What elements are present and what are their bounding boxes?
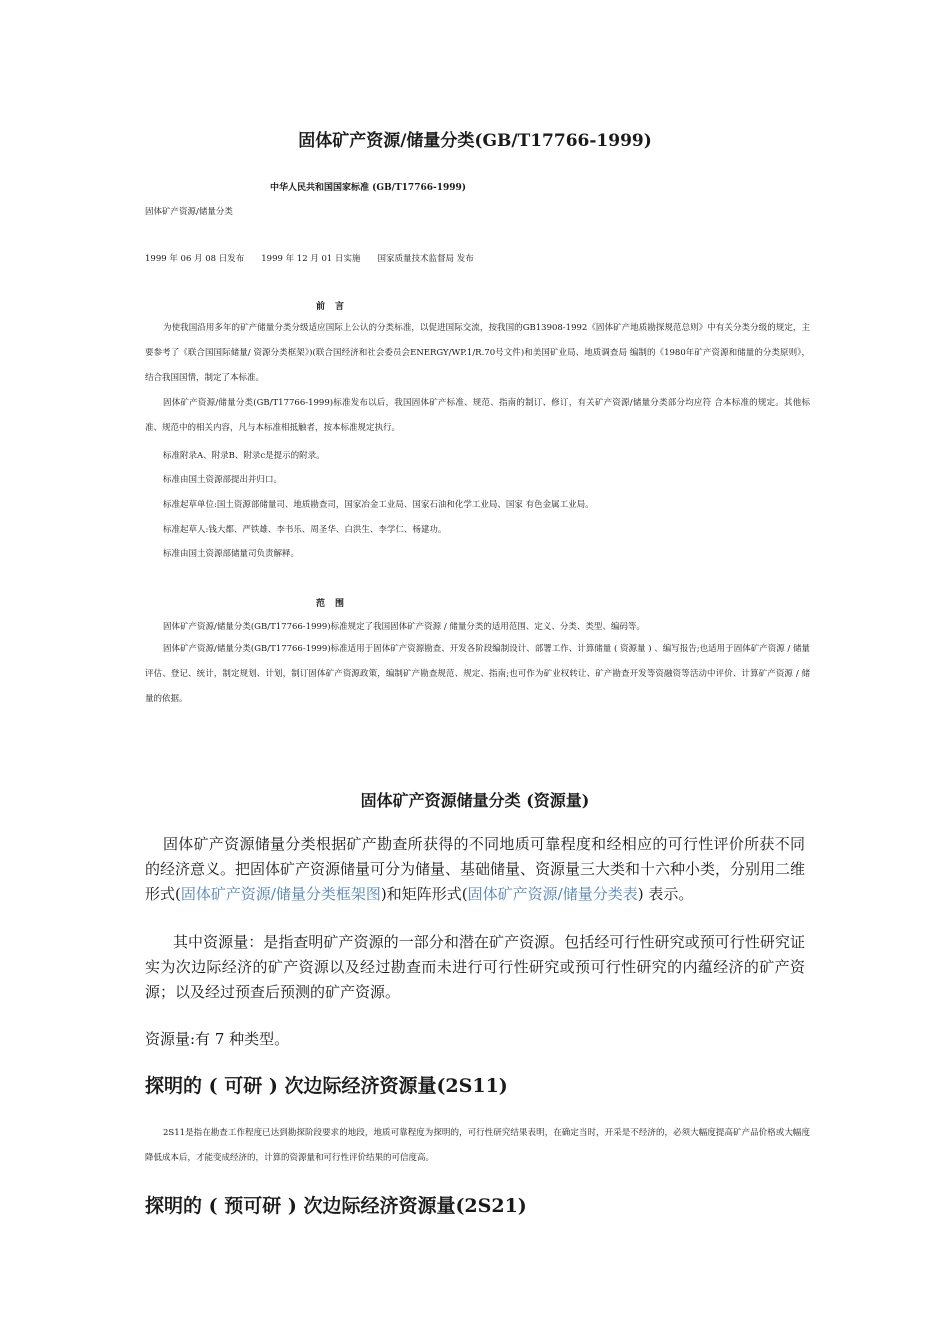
- heading-2s11: 探明的 ( 可研 ) 次边际经济资源量(2S11): [145, 1075, 508, 1097]
- foreword-paragraph-2: 固体矿产资源/储量分类(GB/T17766-1999)标准发布以后，我国固体矿产标准、规范、指南的制订、修订，有关矿产资源/储量分类部分均应符 合本标准的规定。其他标准、规范中的相关内容，凡与本标准相抵触者，按本标准规定执行。: [145, 398, 810, 433]
- framework-diagram-link[interactable]: 固体矿产资源/储量分类框架图: [180, 885, 381, 903]
- section-paragraph-1: 固体矿产资源储量分类根据矿产勘查所获得的不同地质可靠程度和经相应的可行性评价所获不同的经济意义。把固体矿产资源储量可分为储量、基础储量、资源量三大类和十六种小类，分别用二维形式(固体矿产资源/储量分类框架图)和矩阵形式(固体矿产资源/储量分类表) 表示。: [145, 835, 806, 903]
- scope-line-1: 固体矿产资源/储量分类(GB/T17766-1999)标准规定了我国固体矿产资源 / 储量分类的适用范围、定义、分类、类型、编码等。: [163, 622, 645, 632]
- foreword-line-interpretation: 标准由国土资源部储量司负责解释。: [163, 549, 300, 559]
- standard-subtitle: 中华人民共和国国家标准 (GB/T17766-1999): [270, 183, 467, 193]
- foreword-line-proposer: 标准由国土资源部提出并归口。: [163, 475, 283, 485]
- paragraph-2s11: 2S11是指在勘查工作程度已达到勘探阶段要求的地段，地质可靠程度为探明的，可行性研究结果表明，在确定当时，开采是不经济的，必须大幅度提高矿产品价格或大幅度降低成本后，才能变成经济的，计算的资源量和可行性评价结果的可信度高。: [145, 1128, 810, 1163]
- scope-heading: 范围: [315, 599, 354, 609]
- heading-2s21: 探明的 ( 预可研 ) 次边际经济资源量(2S21): [145, 1195, 527, 1217]
- document-name: 固体矿产资源/储量分类: [145, 207, 233, 217]
- document-title: 固体矿产资源/储量分类(GB/T17766-1999): [298, 131, 652, 151]
- foreword-line-drafting-units: 标准起草单位:国土资源部储量司、地质勘查司，国家冶金工业局、国家石油和化学工业局、国家 有色金属工业局。: [163, 500, 594, 510]
- foreword-line-drafters: 标准起草人:钱大都、严铁雄、李书乐、周圣华、白洪生、李学仁、杨建功。: [163, 525, 447, 535]
- publish-info: 1999 年 06 月 08 日发布 1999 年 12 月 01 日实施 国家质量技术监督局 发布: [145, 254, 474, 264]
- foreword-line-appendix: 标准附录A、附录B、附录c是提示的附录。: [163, 451, 325, 461]
- scope-paragraph-2: 固体矿产资源/储量分类(GB/T17766-1999)标准适用于固体矿产资源勘查、开发各阶段编制设计、部署工作、计算储量 ( 资源量 ) 、编写报告;也适用于固体矿产资源 / 储量评估、登记、统计，制定规划、计划，制订固体矿产资源政策，编制矿产勘查规范、规定、指南;也可作为矿业权转让、矿产勘查开发等资融资等活动中评价、计算矿产资源 / 储量的依据。: [145, 644, 810, 704]
- section-paragraph-3: 资源量:有 7 种类型。: [145, 1030, 290, 1048]
- classification-table-link[interactable]: 固体矿产资源/储量分类表: [467, 885, 638, 903]
- foreword-paragraph-1: 为使我国沿用多年的矿产储量分类分级适应国际上公认的分类标准，以促进国际交流，按我国的GB13908-1992《固体矿产地质勘探规范总则》中有关分类分级的规定，主要参考了《联合国国际储量/ 资源分类框架》)(联合国经济和社会委员会ENERGY/WP.1/R.70号文件)和美国矿业局、地质调查局 编制的《1980年矿产资源和储量的分类原则》，结合我国国情，制定了本标准。: [145, 323, 810, 383]
- section-paragraph-2: 其中资源量：是指查明矿产资源的一部分和潜在矿产资源。包括经可行性研究或预可行性研究证实为次边际经济的矿产资源以及经过勘查而未进行可行性研究或预可行性研究的内蕴经济的矿产资源；以及经过预查后预测的矿产资源。: [145, 933, 805, 1001]
- section-title-resources: 固体矿产资源储量分类 (资源量): [360, 791, 590, 810]
- foreword-heading: 前言: [315, 302, 354, 312]
